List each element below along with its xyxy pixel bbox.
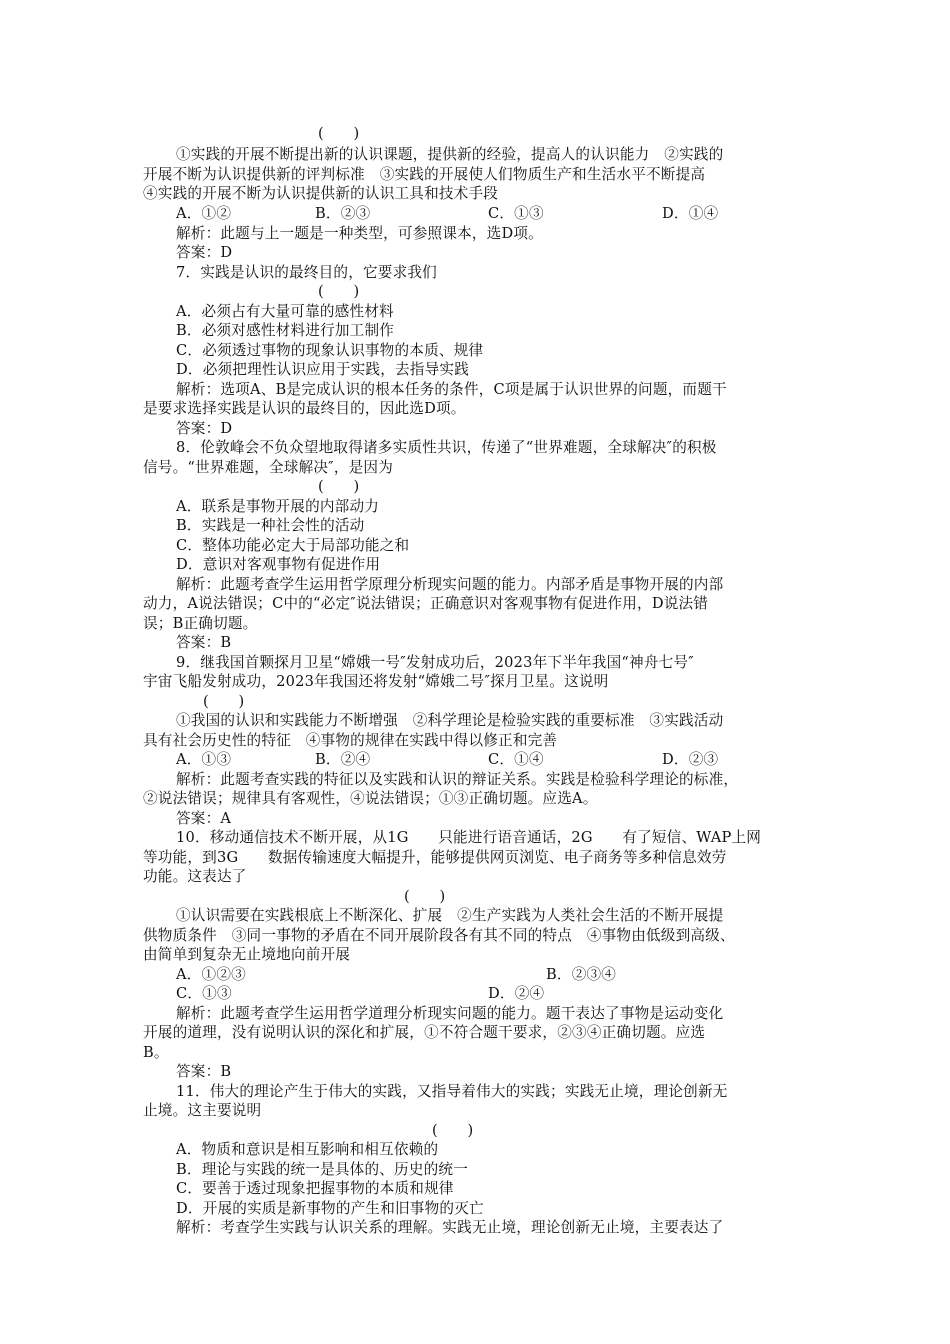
option-d: D．必须把理性认识应用于实践，去指导实践 xyxy=(176,361,469,378)
text-line: ①我国的认识和实践能力不断增强 ②科学理论是检验实践的重要标准 ③实践活动 xyxy=(176,712,724,729)
question-line: 9．继我国首颗探月卫星“嫦娥一号″发射成功后，2023年下半年我国“神舟七号″ xyxy=(176,654,694,671)
text-line: ①认识需要在实践根底上不断深化、扩展 ②生产实践为人类社会生活的不断开展提 xyxy=(176,907,724,924)
option-b: B．②④ xyxy=(315,751,371,768)
question-line: 信号。“世界难题，全球解决″，是因为 xyxy=(143,459,394,476)
option-a: A．①②③ xyxy=(176,966,246,983)
answer-blank: ( ) xyxy=(318,125,360,142)
analysis-line: 解析：此题与上一题是一种类型，可参照课本，选D项。 xyxy=(176,225,543,242)
text-line: 具有社会历史性的特征 ④事物的规律在实践中得以修正和完善 xyxy=(143,732,558,749)
analysis-line: 开展的道理，没有说明认识的深化和扩展，①不符合题干要求，②③④正确切题。应选 xyxy=(143,1024,706,1041)
option-c: C．整体功能必定大于局部功能之和 xyxy=(176,537,410,554)
analysis-line: 解析：选项A、B是完成认识的根本任务的条件，C项是属于认识世界的问题，而题干 xyxy=(176,381,727,398)
answer-line: 答案：D xyxy=(176,420,233,437)
option-a: A．必须占有大量可靠的感性材料 xyxy=(176,303,394,320)
answer-blank: ( ) xyxy=(318,478,360,495)
text-line: 供物质条件 ③同一事物的矛盾在不同开展阶段各有其不同的特点 ④事物由低级到高级、 xyxy=(143,927,735,944)
answer-blank: ( ) xyxy=(318,283,360,300)
option-b: B．理论与实践的统一是具体的、历史的统一 xyxy=(176,1161,469,1178)
option-c: C．必须透过事物的现象认识事物的本质、规律 xyxy=(176,342,484,359)
question-line: 11．伟大的理论产生于伟大的实践，又指导着伟大的实践；实践无止境，理论创新无 xyxy=(176,1083,728,1100)
option-c: C．要善于透过现象把握事物的本质和规律 xyxy=(176,1180,454,1197)
option-b: B．实践是一种社会性的活动 xyxy=(176,517,365,534)
option-a: A．物质和意识是相互影响和相互依赖的 xyxy=(176,1141,439,1158)
text-line: ④实践的开展不断为认识提供新的认识工具和技术手段 xyxy=(143,185,499,202)
question-line: 功能。这表达了 xyxy=(143,868,247,885)
option-a: A．①② xyxy=(176,205,232,222)
analysis-line: 解析：此题考查学生运用哲学原理分析现实问题的能力。内部矛盾是事物开展的内部 xyxy=(176,576,724,593)
option-b: B．②③ xyxy=(315,205,371,222)
answer-blank: ( ) xyxy=(432,1122,474,1139)
option-d: D．①④ xyxy=(662,205,719,222)
question-line: 宇宙飞船发射成功，2023年我国还将发射“嫦娥二号″探月卫星。这说明 xyxy=(143,673,609,690)
analysis-line: ②说法错误；规律具有客观性，④说法错误；①③正确切题。应选A。 xyxy=(143,790,598,807)
option-d: D．②③ xyxy=(662,751,719,768)
option-a: A．联系是事物开展的内部动力 xyxy=(176,498,380,515)
text-line: 开展不断为认识提供新的评判标准 ③实践的开展使人们物质生产和生活水平不断提高 xyxy=(143,166,706,183)
text-line: ①实践的开展不断提出新的认识课题，提供新的经验，提高人的认识能力 ②实践的 xyxy=(176,146,724,163)
option-c: C．①③ xyxy=(488,205,544,222)
analysis-line: B。 xyxy=(143,1044,169,1061)
option-d: D．②④ xyxy=(488,985,545,1002)
option-c: C．①④ xyxy=(488,751,544,768)
question-line: 7．实践是认识的最终目的，它要求我们 xyxy=(176,264,437,281)
option-d: D．开展的实质是新事物的产生和旧事物的灭亡 xyxy=(176,1200,484,1217)
question-line: 10．移动通信技术不断开展，从1G 只能进行语音通话，2G 有了短信、WAP上网 xyxy=(176,829,762,846)
option-c: C．①③ xyxy=(176,985,232,1002)
analysis-line: 解析：考查学生实践与认识关系的理解。实践无止境，理论创新无止境，主要表达了 xyxy=(176,1219,724,1236)
answer-blank: ( ) xyxy=(203,693,245,710)
analysis-line: 误；B正确切题。 xyxy=(143,615,258,632)
question-line: 等功能，到3G 数据传输速度大幅提升，能够提供网页浏览、电子商务等多种信息效劳 xyxy=(143,849,727,866)
option-b: B．必须对感性材料进行加工制作 xyxy=(176,322,395,339)
question-line: 止境。这主要说明 xyxy=(143,1102,262,1119)
text-line: 由简单到复杂无止境地向前开展 xyxy=(143,946,351,963)
answer-blank: ( ) xyxy=(404,888,446,905)
answer-line: 答案：B xyxy=(176,634,232,651)
analysis-line: 是要求选择实践是认识的最终目的，因此选D项。 xyxy=(143,400,466,417)
question-line: 8．伦敦峰会不负众望地取得诸多实质性共识，传递了“世界难题，全球解决″的积极 xyxy=(176,439,717,456)
analysis-line: 解析：此题考查学生运用哲学道理分析现实问题的能力。题干表达了事物是运动变化 xyxy=(176,1005,724,1022)
answer-line: 答案：B xyxy=(176,1063,232,1080)
analysis-line: 动力，A说法错误；C中的“必定″说法错误；正确意识对客观事物有促进作用，D说法错 xyxy=(143,595,709,612)
answer-line: 答案：A xyxy=(176,810,232,827)
option-a: A．①③ xyxy=(176,751,232,768)
option-b: B．②③④ xyxy=(546,966,617,983)
answer-line: 答案：D xyxy=(176,244,233,261)
analysis-line: 解析：此题考查实践的特征以及实践和认识的辩证关系。实践是检验科学理论的标准， xyxy=(176,771,739,788)
option-d: D．意识对客观事物有促进作用 xyxy=(176,556,381,573)
